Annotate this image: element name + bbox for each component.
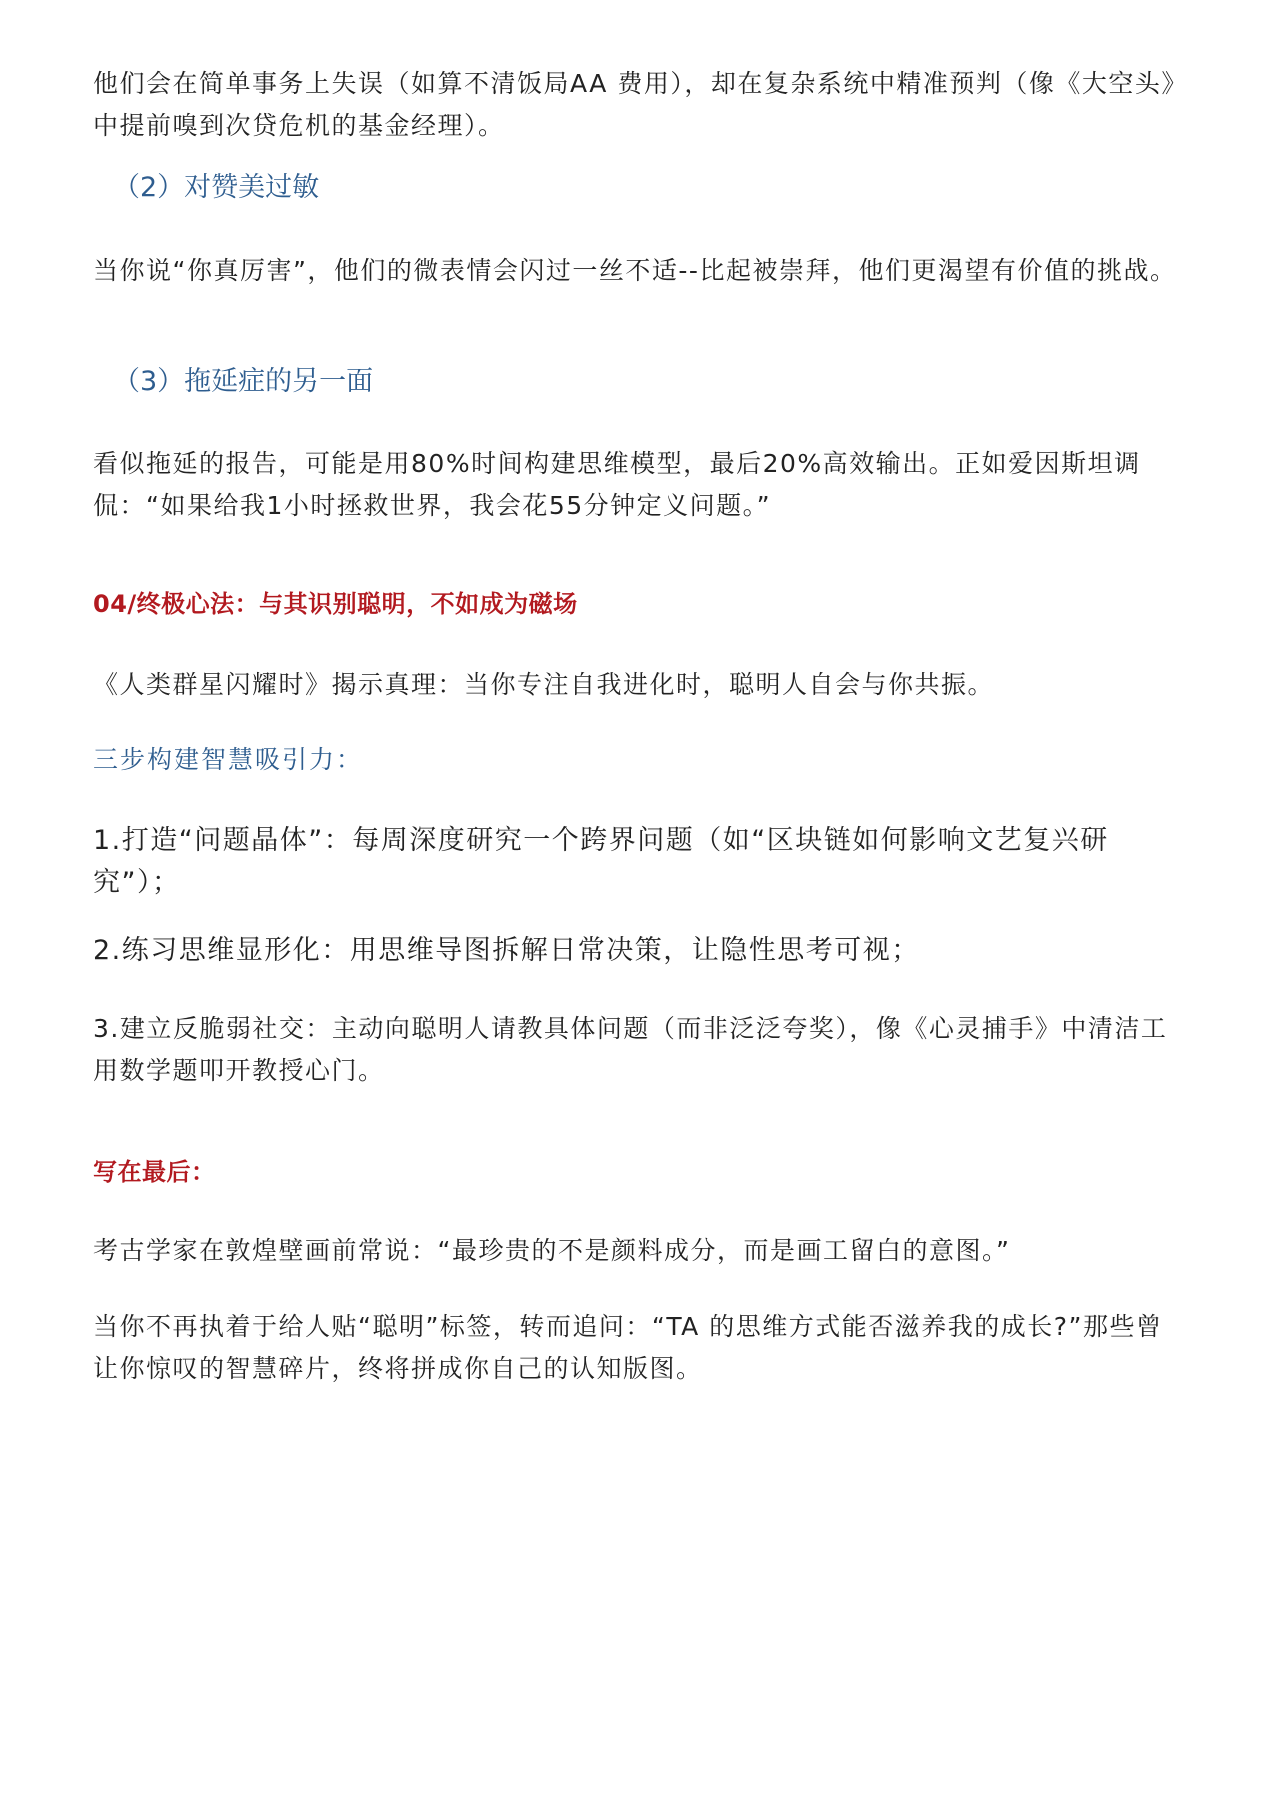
subheading-procrastination: （3）拖延症的另一面 xyxy=(113,366,374,397)
paragraph-section04-intro: 《人类群星闪耀时》揭示真理：当你专注自我进化时，聪明人自会与你共振。 xyxy=(93,670,995,699)
paragraph-closing-1: 考古学家在敦煌壁画前常说：“最珍贵的不是颜料成分，而是画工留白的意图。” xyxy=(93,1236,1011,1265)
paragraph-closing-2: 当你不再执着于给人贴“聪明”标签，转而追问：“TA 的思维方式能否滋养我的成长?”那些曾让你惊叹的智慧碎片，终将拼成你自己的认知版图。 xyxy=(93,1312,1163,1383)
step-item-1: 1.打造“问题晶体”：每周深度研究一个跨界问题（如“区块链如何影响文艺复兴研究”）； xyxy=(93,825,1109,898)
step-item-2: 2.练习思维显形化：用思维导图拆解日常决策，让隐性思考可视； xyxy=(93,935,920,966)
subheading-praise-allergy: （2）对赞美过敏 xyxy=(113,172,320,203)
paragraph-simple-vs-complex: 他们会在简单事务上失误（如算不清饭局AA 费用），却在复杂系统中精准预判（像《大空头》中提前嗅到次贷危机的基金经理）。 xyxy=(93,69,1188,140)
section-heading-04: 04/终极心法：与其识别聪明，不如成为磁场 xyxy=(93,590,578,618)
paragraph-procrastination: 看似拖延的报告，可能是用80%时间构建思维模型，最后20%高效输出。正如爱因斯坦调侃：“如果给我1小时拯救世界，我会花55分钟定义问题。” xyxy=(93,449,1141,520)
paragraph-praise-allergy: 当你说“你真厉害”，他们的微表情会闪过一丝不适--比起被崇拜，他们更渴望有价值的挑战。 xyxy=(93,256,1177,285)
step-item-3: 3.建立反脆弱社交：主动向聪明人请教具体问题（而非泛泛夸奖），像《心灵捕手》中清洁工用数学题叩开教授心门。 xyxy=(93,1014,1168,1085)
steps-title: 三步构建智慧吸引力： xyxy=(93,745,364,774)
closing-heading: 写在最后： xyxy=(93,1158,216,1186)
